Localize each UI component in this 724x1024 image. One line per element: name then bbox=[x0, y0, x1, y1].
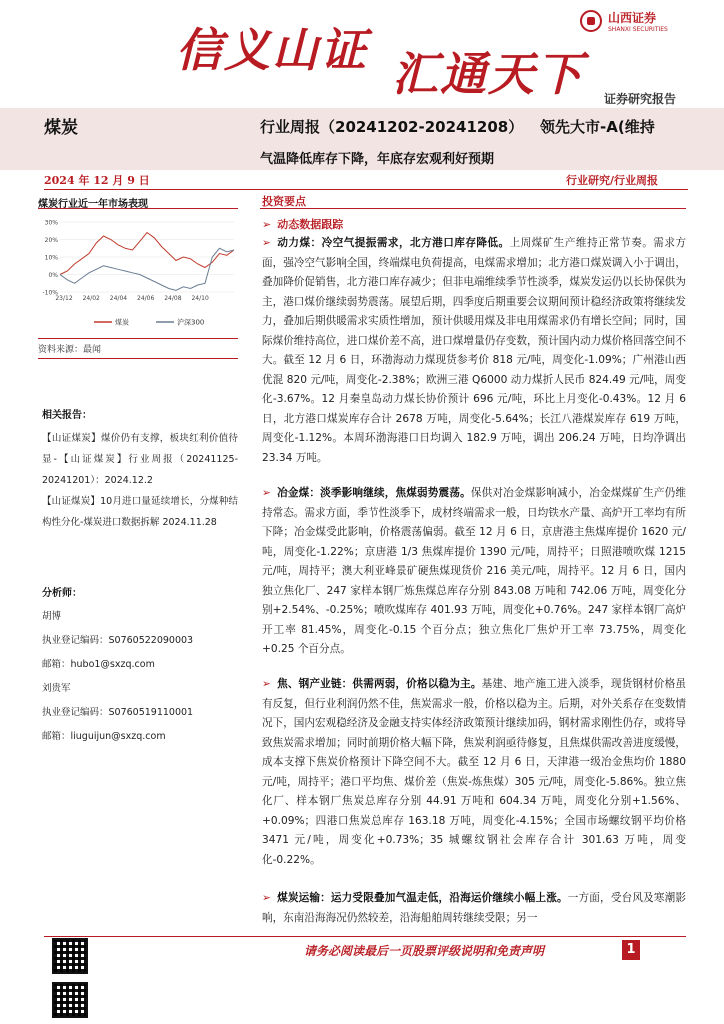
related-reports bbox=[42, 428, 238, 533]
investment-highlights-head: 投资要点 bbox=[262, 195, 306, 208]
footer-divider bbox=[44, 936, 686, 937]
analyst-email[interactable]: 邮箱：hubo1@sxzq.com bbox=[42, 659, 155, 670]
divider bbox=[38, 338, 238, 339]
analyst-email[interactable]: 邮箱：liuguijun@sxzq.com bbox=[42, 731, 166, 742]
related-reports-head: 相关报告： bbox=[42, 410, 92, 421]
report-title: 行业周报（20241202-20241208） bbox=[260, 118, 524, 136]
report-category: 行业研究/行业周报 bbox=[566, 174, 659, 187]
x-tick-label: 24/10 bbox=[191, 295, 209, 302]
company-logo bbox=[580, 8, 710, 34]
chart-svg bbox=[38, 212, 238, 334]
market-performance-chart bbox=[38, 212, 238, 334]
x-tick-label: 24/06 bbox=[137, 295, 155, 302]
slogan-left: 信义山证 bbox=[176, 23, 368, 77]
y-tick-label: 10% bbox=[44, 254, 58, 262]
paragraph-lead: 焦、钢产业链：供需两弱，价格以稳为主。 bbox=[276, 678, 482, 690]
arrow-bullet-icon: ➢ bbox=[262, 218, 272, 231]
paragraph-body: 保供对冶金煤影响减小，冶金煤煤矿生产仍维持常态。需求方面，季节性淡季下，成材终端需求一般，日均铁水产量、高炉开工率均有所下降；冶金煤受此影响，价格震荡偏弱。截至 12 月 6 日，京唐港主焦煤库提价 1620 元/吨，周变化-1.22%；京唐港 1/3 焦煤库提价 1390 元/吨，周持平；日照港喷吹煤 1215 元/吨，周持平；澳大利亚峰景矿硬焦煤现货价 216 美元/吨，周持平。12 月 6 日，国内独立焦化厂、247 家样本钢厂炼焦煤总库存分别 843.08 万吨和 742.06 万吨，周变化分别+2.54%、-0.25%；喷吹煤库存 401.93 万吨，周变化+0.76%。247 家样本钢厂高炉开工率 81.45%，周变化-0.15 个百分点；独立焦化厂焦炉开工率 73.75%，周变化+0.25 个百分点。 bbox=[262, 487, 687, 655]
paragraph-body: 一方面，受台风及寒潮影响，东南沿海海况仍然较差，沿海船舶周转继续受限；另一 bbox=[262, 892, 686, 924]
paragraph-lead: 煤炭运输：运力受限叠加气温走低，沿海运价继续小幅上涨。 bbox=[276, 892, 568, 904]
analyst-reg: 执业登记编码：S0760519110001 bbox=[42, 707, 194, 718]
qr-code-icon bbox=[52, 982, 88, 1018]
y-tick-label: -10% bbox=[42, 289, 58, 297]
analyst-name: 刘贵军 bbox=[42, 683, 71, 694]
logo-name-cn: 山西证券 bbox=[608, 11, 657, 25]
legend-label: 煤炭 bbox=[115, 318, 129, 327]
related-report-item[interactable]: 【山证煤炭】煤价仍有支撑，板块红利价值待显-【山证煤炭】行业周报（20241125-20241201）：2024.12.2 bbox=[42, 433, 238, 486]
arrow-bullet-icon: ➢ bbox=[262, 892, 271, 904]
logo-name-en: SHANXI SECURITIES bbox=[608, 26, 668, 33]
paragraph-body: 上周煤矿生产维持正常节奏。需求方面，强冷空气影响全国，终端煤电负荷提高，电煤需求增加；北方港口煤炭调入小于调出，叠加降价促销售，北方港口库存减少；但非电端维续季节性淡季，煤炭发运仍以长协保供为主，港口煤价继续弱势震荡。展望后期，四季度后期重要会议期间预计稳经济政策将继续发力，叠加后期供暖需求实质性增加，预计供暖用煤及非电用煤需求仍有增长空间；同时，国际煤价维持高位，进口煤价差不高，进口煤增量仍存变数，预计国内动力煤价格回落空间不大。截至 12 月 6 日，环渤海动力煤现货参考价 818 元/吨，周变化-1.09%；广州港山西优混 820 元/吨，周变化-2.38%；欧洲三港 Q6000 动力煤折人民币 824.49 元/吨，周变化-3.67%。12 月秦皇岛动力煤长协价预计 696 元/吨，环比上月变化-0.43%。12 月 6 日，北方港口煤炭库存合计 2678 万吨，周变化-5.64%；长江八港煤炭库存 619 万吨，周变化-1.12%。本周环渤海港口日均调入 182.9 万吨，调出 206.24 万吨，日均净调出 23.34 万吨。 bbox=[262, 237, 687, 464]
x-tick-label: 24/08 bbox=[164, 295, 182, 302]
x-tick-label: 24/02 bbox=[82, 295, 100, 302]
report-date: 2024 年 12 月 9 日 bbox=[44, 174, 150, 187]
coking-coal-paragraph bbox=[262, 484, 686, 660]
arrow-bullet-icon: ➢ bbox=[262, 487, 271, 499]
y-tick-label: 30% bbox=[44, 219, 58, 227]
arrow-bullet-icon: ➢ bbox=[262, 678, 271, 690]
related-report-item[interactable]: 【山证煤炭】10月进口量延续增长，分煤种结构性分化-煤炭进口数据拆解 2024.11.28 bbox=[42, 496, 238, 528]
rating: 领先大市-A(维持 bbox=[540, 118, 655, 136]
x-tick-label: 24/04 bbox=[109, 295, 128, 302]
divider bbox=[260, 208, 686, 209]
paragraph-lead: 动力煤：冷空气提振需求，北方港口库存降低。 bbox=[276, 237, 510, 249]
series-line bbox=[60, 248, 234, 290]
analyst-head: 分析师： bbox=[42, 588, 82, 599]
paragraph-lead: 冶金煤：淡季影响继续，焦煤弱势震荡。 bbox=[276, 487, 471, 499]
report-type: 证券研究报告 bbox=[604, 92, 677, 106]
y-tick-label: 20% bbox=[44, 237, 58, 244]
coal-transport-paragraph bbox=[262, 889, 686, 929]
analyst-name: 胡博 bbox=[42, 611, 62, 622]
qr-code-icon bbox=[52, 938, 88, 974]
logo-icon bbox=[580, 10, 602, 32]
dynamic-data-head: ➢ 动态数据跟踪 bbox=[262, 218, 344, 231]
page-number: 1 bbox=[622, 940, 640, 960]
chart-title: 煤炭行业近一年市场表现 bbox=[38, 199, 148, 210]
disclaimer: 请务必阅读最后一页股票评级说明和免责声明 bbox=[304, 944, 545, 958]
arrow-bullet-icon: ➢ bbox=[262, 237, 271, 249]
coke-steel-paragraph bbox=[262, 675, 686, 870]
thermal-coal-paragraph bbox=[262, 234, 686, 468]
series-line bbox=[60, 233, 234, 275]
divider bbox=[38, 358, 238, 359]
headline: 气温降低库存下降，年底存宏观利好预期 bbox=[260, 152, 495, 167]
header-banner bbox=[0, 0, 724, 112]
slogan-right: 汇通天下 bbox=[392, 47, 584, 101]
x-tick-label: 23/12 bbox=[55, 295, 73, 302]
legend-label: 沪深300 bbox=[177, 318, 205, 327]
y-tick-label: 0% bbox=[48, 272, 58, 279]
analyst-reg: 执业登记编码：S0760522090003 bbox=[42, 635, 194, 646]
sector-name: 煤炭 bbox=[44, 118, 78, 138]
chart-source: 资料来源：最闻 bbox=[38, 345, 102, 355]
divider bbox=[38, 208, 238, 209]
paragraph-body: 基建、地产施工进入淡季，现货钢材价格虽有反复，但行业利润仍然不佳，焦炭需求一般，价格以稳为主。后期，对外关系存在变数情况下，国内宏观稳经济及金融支持实体经济政策预计继续加码，钢材需求刚性仍存，或将导致焦炭需求增加；同时前期价格大幅下降，焦炭利润亟待修复，且焦煤供需改善进度缓慢，成本支撑下焦炭价格预计下降空间不大。截至 12 月 6 日，天津港一级冶金焦均价 1880 元/吨，周持平；港口平均焦、煤价差（焦炭-炼焦煤）305 元/吨，周变化-5.86%。独立焦化厂、样本钢厂焦炭总库存分别 44.91 万吨和 604.34 万吨，周变化分别+1.56%、+0.09%；四港口焦炭总库存 163.18 万吨，周变化-4.15%；全国市场螺纹钢平均价格 3471 元/吨，周变化+0.73%；35 城螺纹钢社会库存合计 301.63 万吨，周变化-0.22%。 bbox=[262, 678, 687, 866]
